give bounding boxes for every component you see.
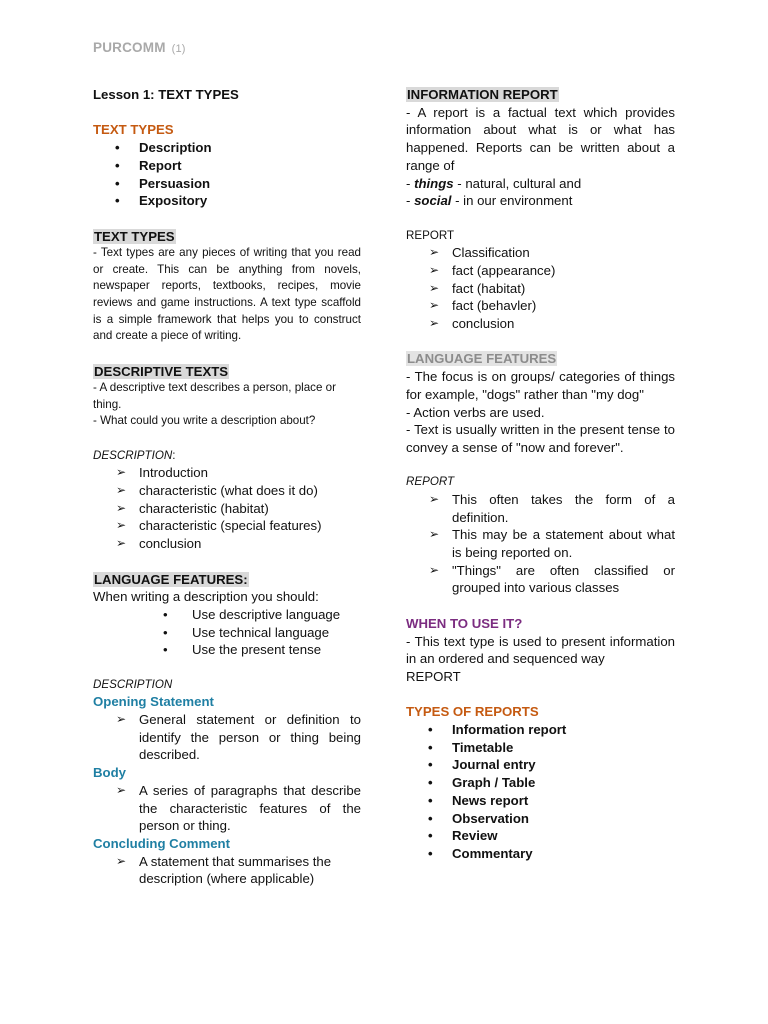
- body-list: [93, 782, 361, 835]
- list-item: • News report: [406, 792, 675, 810]
- list-item: ➢ "Things" are often classified or grouped into various classes: [406, 562, 675, 597]
- report-list: [406, 244, 675, 333]
- list-item: • Persuasion: [93, 175, 361, 193]
- lf-line-2: - Action verbs are used.: [406, 404, 545, 420]
- opening-statement-list: [93, 711, 361, 764]
- list-item: • Review: [406, 827, 675, 845]
- report-label-3: REPORT: [406, 668, 461, 684]
- lf-line-3: - Text is usually written in the present tense to convey a sense of "now and forever".: [406, 422, 675, 455]
- things-line: [406, 175, 675, 193]
- list-item: ➢ Introduction: [93, 464, 361, 482]
- description-label-2: DESCRIPTION: [93, 677, 173, 691]
- list-item: • Report: [93, 157, 361, 175]
- concluding-comment-heading: Concluding Comment: [93, 835, 230, 851]
- descriptive-line-1: - A descriptive text describes a person, place or thing.: [93, 381, 336, 411]
- report-list-2: [406, 491, 675, 597]
- text-types-heading-highlighted: TEXT TYPES: [94, 228, 175, 244]
- lf-line-1: - The focus is on groups/ categories of things for example, "dogs" rather than "my dog": [406, 369, 675, 402]
- list-item: • Journal entry: [406, 756, 675, 774]
- header-page-number: (1): [171, 43, 186, 55]
- information-report-heading: INFORMATION REPORT: [407, 87, 558, 102]
- list-item: ➢ Classification: [406, 244, 675, 262]
- list-item: • Information report: [406, 721, 675, 739]
- description-list: [93, 464, 361, 553]
- description-label-text: DESCRIPTION: [93, 448, 173, 462]
- list-item: ➢ A statement that summarises the description (where applicable): [93, 853, 361, 888]
- list-item: ➢ fact (habitat): [406, 280, 675, 298]
- descriptive-line-2: - What could you write a description about?: [93, 414, 316, 428]
- when-to-use-text: - This text type is used to present information in an ordered and sequenced way: [406, 633, 675, 667]
- types-of-reports-list: [406, 721, 675, 863]
- header-title: PURCOMM: [93, 40, 166, 55]
- list-item: ➢ characteristic (special features): [93, 517, 361, 535]
- dash: -: [406, 193, 415, 209]
- things-rest: - natural, cultural and: [453, 175, 582, 191]
- social-line: [406, 192, 675, 210]
- list-item: • Use technical language: [93, 624, 361, 642]
- report-label: REPORT: [406, 228, 455, 242]
- social-rest: - in our environment: [451, 193, 573, 209]
- list-item: ➢ conclusion: [406, 315, 675, 333]
- list-item: ➢ characteristic (what does it do): [93, 482, 361, 500]
- list-item: ➢ fact (behavler): [406, 297, 675, 315]
- things-word: things: [414, 175, 454, 191]
- information-report-text: - A report is a factual text which provides information about what is or what has happened. Reports can be written about a range of: [406, 104, 675, 173]
- dash: -: [406, 175, 415, 191]
- list-item: ➢ This may be a statement about what is being reported on.: [406, 526, 675, 561]
- list-item: • Expository: [93, 192, 361, 210]
- when-to-use-heading: WHEN TO USE IT?: [406, 615, 523, 631]
- types-of-reports-heading: TYPES OF REPORTS: [406, 704, 539, 720]
- list-item: ➢ General statement or definition to identify the person or thing being described.: [93, 711, 361, 764]
- list-item: ➢ characteristic (habitat): [93, 500, 361, 518]
- list-item: • Commentary: [406, 845, 675, 863]
- list-item: • Graph / Table: [406, 774, 675, 792]
- text-types-paragraph: - Text types are any pieces of writing that you read or create. This can be anything from novels, newspaper reports, textbooks, recipes, movie reviews and game instructions. A text type scaffold is a simple framework that helps you to construct and create a piece of writing.: [93, 246, 361, 343]
- description-colon: :: [172, 448, 176, 462]
- concluding-list: [93, 853, 361, 888]
- description-label: [93, 448, 361, 465]
- language-features-list: [93, 606, 361, 659]
- list-item: • Observation: [406, 810, 675, 828]
- list-item: ➢ conclusion: [93, 535, 361, 553]
- list-item: ➢ A series of paragraphs that describe the characteristic features of the person or thing.: [93, 782, 361, 835]
- descriptive-texts-heading: DESCRIPTIVE TEXTS: [94, 363, 229, 379]
- list-item: ➢ This often takes the form of a definition.: [406, 491, 675, 526]
- list-item: ➢ fact (appearance): [406, 262, 675, 280]
- report-label-2: REPORT: [406, 475, 455, 489]
- list-item: • Timetable: [406, 739, 675, 757]
- list-item: • Use descriptive language: [93, 606, 361, 624]
- opening-statement-heading: Opening Statement: [93, 694, 214, 710]
- social-word: social: [414, 193, 452, 209]
- language-features-heading: LANGUAGE FEATURES:: [94, 571, 248, 587]
- lesson-title: Lesson 1: TEXT TYPES: [93, 87, 239, 102]
- text-types-list: [93, 139, 361, 210]
- language-features-intro: When writing a description you should:: [93, 589, 319, 605]
- left-column: [93, 86, 361, 888]
- list-item: • Use the present tense: [93, 641, 361, 659]
- right-column: [406, 86, 675, 863]
- language-features-heading-right: LANGUAGE FEATURES: [407, 351, 557, 367]
- document-header: [93, 40, 186, 55]
- body-heading: Body: [93, 765, 126, 781]
- text-types-heading: TEXT TYPES: [93, 122, 174, 138]
- list-item: • Description: [93, 139, 361, 157]
